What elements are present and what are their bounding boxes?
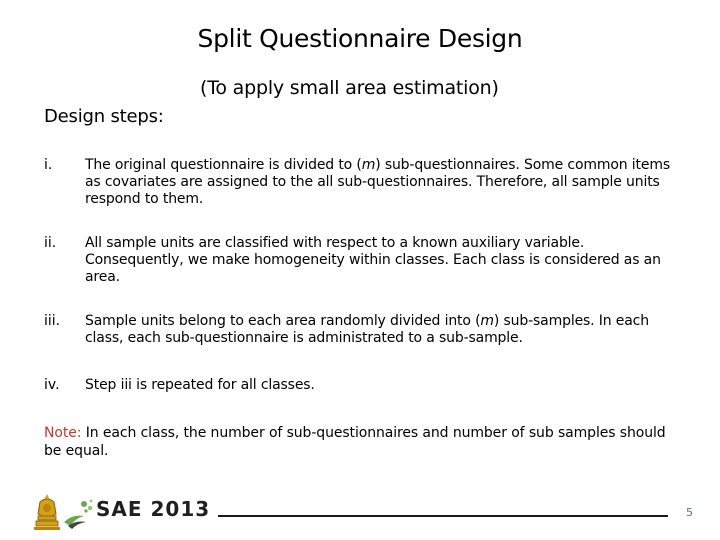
page-number: 5 xyxy=(686,506,693,519)
step-number: i. xyxy=(44,157,53,173)
slide-subtitle: (To apply small area estimation) xyxy=(200,77,499,99)
slide-title: Split Questionnaire Design xyxy=(197,24,523,53)
step-text: The original questionnaire is divided to (m) sub-questionnaires. Some common items as covariates are assigned to the all sub-questionnaires. Therefore, all sample units respond to them. xyxy=(85,157,670,207)
footer-logo-text: SAE 2013 xyxy=(96,497,211,521)
section-label: Design steps: xyxy=(44,106,164,127)
step-text: All sample units are classified with respect to a known auxiliary variable. Consequently, we make homogeneity within classes. Each class is considered as an area. xyxy=(85,235,661,285)
note-text: In each class, the number of sub-questionnaires and number of sub samples should be equal. xyxy=(44,425,666,459)
step-text: Step iii is repeated for all classes. xyxy=(85,377,315,393)
note-paragraph xyxy=(44,424,684,460)
university-seal-icon xyxy=(32,492,62,532)
leaf-swoosh-icon xyxy=(62,496,96,530)
step-number: ii. xyxy=(44,235,57,251)
footer-divider xyxy=(218,515,668,517)
note-label: Note: xyxy=(44,425,82,441)
step-number: iii. xyxy=(44,313,61,329)
step-number: iv. xyxy=(44,377,60,393)
step-text: Sample units belong to each area randomly divided into (m) sub-samples. In each class, each sub-questionnaire is administrated to a sub-sample. xyxy=(85,313,649,346)
